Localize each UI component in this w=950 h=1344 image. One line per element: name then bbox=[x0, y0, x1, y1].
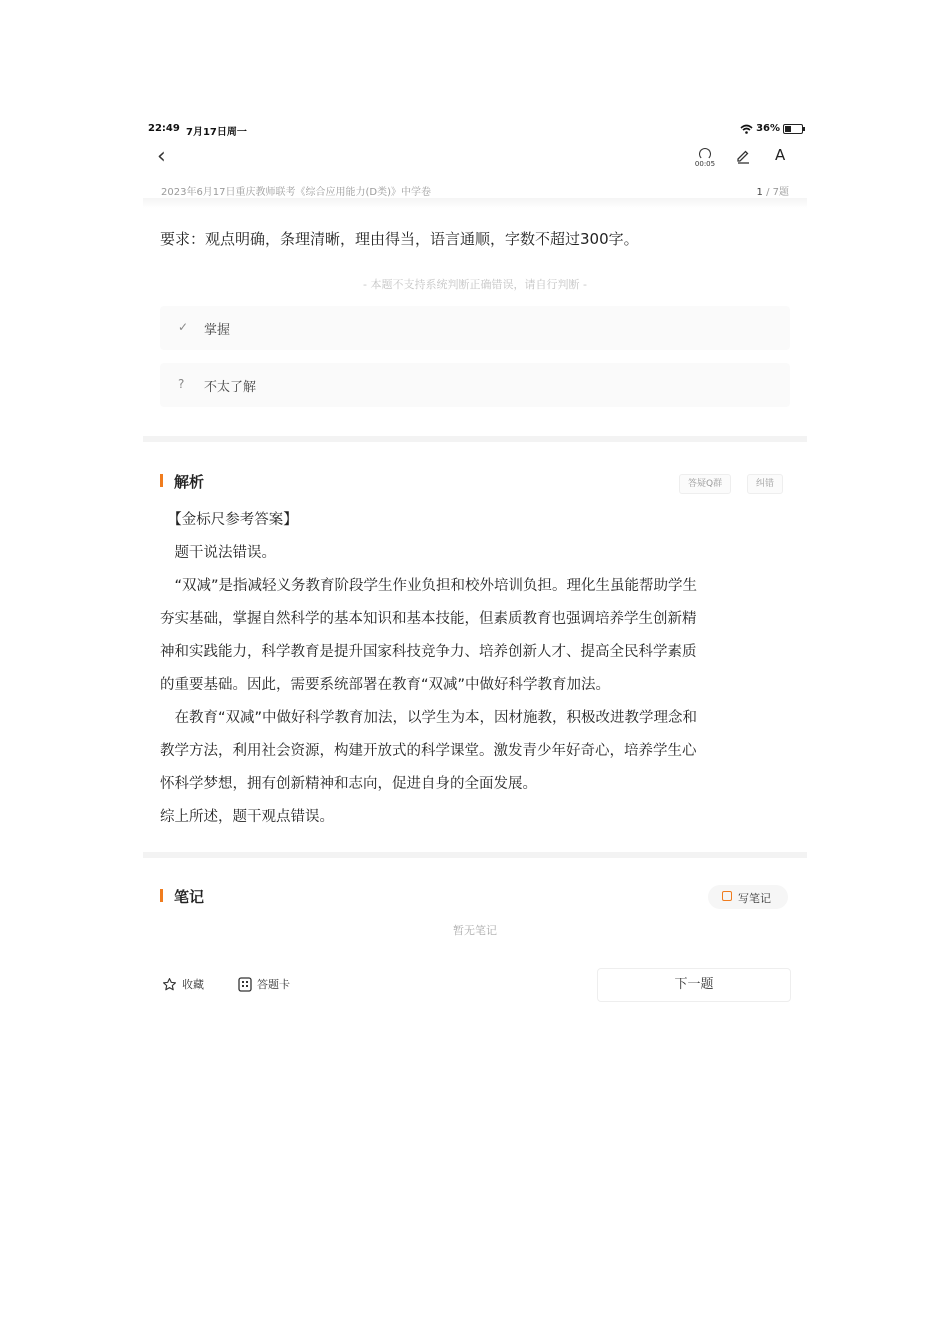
question-counter bbox=[757, 183, 789, 198]
answer-card-icon bbox=[238, 977, 252, 992]
section-divider bbox=[143, 852, 807, 858]
analysis-line: 教学方法，利用社会资源，构建开放式的科学课堂。激发青少年好奇心，培养学生心 bbox=[160, 743, 697, 759]
answer-card-button[interactable] bbox=[238, 976, 290, 992]
analysis-line: 题干说法错误。 bbox=[160, 545, 276, 561]
check-icon: ✓ bbox=[178, 320, 189, 334]
option-label: 不太了解 bbox=[204, 380, 257, 395]
analysis-title-text: 解析 bbox=[174, 473, 205, 491]
edit-icon[interactable] bbox=[735, 148, 751, 164]
timer-value: 00:05 bbox=[694, 160, 716, 168]
qa-group-button[interactable]: 答疑Q群 bbox=[679, 474, 731, 494]
question-mark-icon: ? bbox=[178, 377, 185, 391]
answer-card-label: 答题卡 bbox=[257, 978, 290, 991]
judge-notice: - 本题不支持系统判断正确错误，请自行判断 - bbox=[363, 278, 587, 291]
battery-percent: 36% bbox=[756, 123, 780, 134]
total-questions: / 7题 bbox=[766, 187, 789, 198]
timer[interactable] bbox=[693, 148, 717, 168]
wifi-icon bbox=[740, 124, 753, 134]
analysis-line: 在教育“双减”中做好科学教育加法，以学生为本，因材施教，积极改进教学理念和 bbox=[160, 710, 698, 726]
analysis-line: 夯实基础，掌握自然科学的基本知识和基本技能，但素质教育也强调培养学生创新精 bbox=[160, 611, 697, 627]
notes-empty: 暂无笔记 bbox=[453, 924, 497, 937]
option-label: 掌握 bbox=[204, 323, 231, 338]
nav-bar bbox=[143, 144, 807, 172]
next-question-button[interactable]: 下一题 bbox=[597, 968, 791, 1002]
battery-icon bbox=[783, 124, 803, 134]
timer-icon bbox=[699, 148, 711, 160]
battery-fill bbox=[785, 126, 791, 132]
analysis-title bbox=[160, 471, 204, 492]
option-mastered[interactable] bbox=[160, 306, 790, 350]
favorite-label: 收藏 bbox=[182, 978, 204, 991]
favorite-button[interactable] bbox=[162, 976, 204, 992]
notes-title-text: 笔记 bbox=[174, 888, 205, 906]
analysis-line: 综上所述，题干观点错误。 bbox=[160, 809, 334, 825]
analysis-line: 的重要基础。因此，需要系统部署在教育“双减”中做好科学教育加法。 bbox=[160, 677, 611, 693]
header-shadow bbox=[143, 198, 807, 208]
exam-title: 2023年6月17日重庆教师联考《综合应用能力(D类)》中学卷 bbox=[161, 187, 432, 198]
option-unclear[interactable] bbox=[160, 363, 790, 407]
status-time: 22:49 bbox=[148, 123, 180, 134]
analysis-line: “双减”是指减轻义务教育阶段学生作业负担和校外培训负担。理化生虽能帮助学生 bbox=[160, 578, 698, 594]
write-note-button[interactable] bbox=[708, 885, 788, 909]
current-question: 1 bbox=[756, 187, 763, 198]
question-requirement: 要求：观点明确，条理清晰，理由得当，语言通顺，字数不超过300字。 bbox=[160, 230, 639, 248]
back-icon[interactable]: ‹ bbox=[157, 144, 166, 169]
font-size-icon[interactable]: A bbox=[775, 146, 786, 164]
accent-bar bbox=[160, 889, 163, 902]
notes-title bbox=[160, 886, 204, 907]
accent-bar bbox=[160, 474, 163, 487]
analysis-line: 怀科学梦想，拥有创新精神和志向，促进自身的全面发展。 bbox=[160, 776, 537, 792]
status-right bbox=[740, 123, 803, 134]
analysis-line: 【金标尺参考答案】 bbox=[160, 512, 298, 528]
report-error-button[interactable]: 纠错 bbox=[747, 474, 783, 494]
write-note-label: 写笔记 bbox=[738, 892, 771, 905]
section-divider bbox=[143, 436, 807, 442]
analysis-line: 神和实践能力，科学教育是提升国家科技竞争力、培养创新人才、提高全民科学素质 bbox=[160, 644, 697, 660]
status-date: 7月17日周一 bbox=[186, 127, 247, 138]
note-edit-icon bbox=[722, 891, 732, 901]
status-bar bbox=[148, 123, 803, 137]
star-icon bbox=[162, 977, 177, 992]
